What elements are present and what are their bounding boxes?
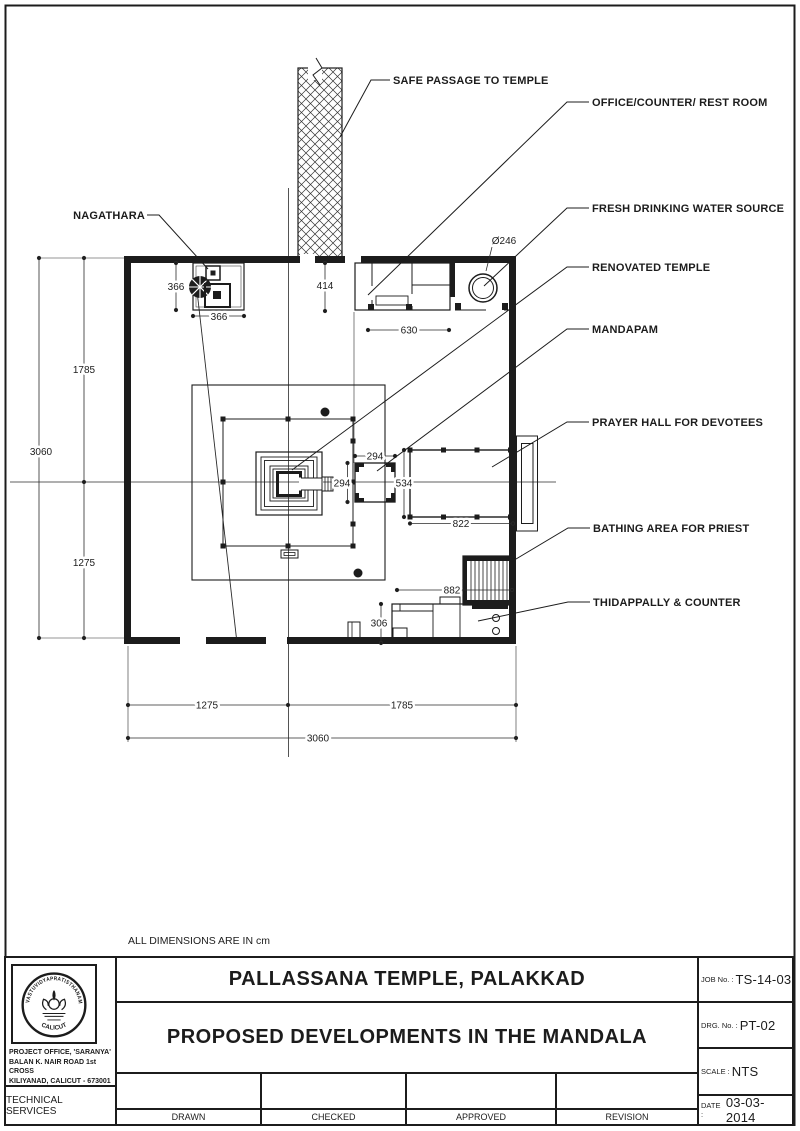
dim-1785-left: 1785 [72, 365, 96, 376]
date-value: 03-03-2014 [725, 1095, 765, 1125]
mandapam-corner-posts [355, 463, 395, 502]
org-address [9, 1048, 113, 1086]
drawing-title: PROPOSED DEVELOPMENTS IN THE MANDALA [117, 1003, 697, 1074]
department-cell [6, 1085, 115, 1124]
scale-value: NTS [731, 1064, 759, 1079]
dim-366-horizontal: 366 [210, 312, 228, 323]
dim-3060-left: 3060 [29, 447, 53, 458]
dimensions-note: ALL DIMENSIONS ARE IN cm [128, 935, 270, 947]
callout-bathing: BATHING AREA FOR PRIEST [593, 523, 750, 535]
scale-cell [697, 1049, 792, 1096]
office-block [355, 263, 450, 310]
callout-mandapam: MANDAPAM [592, 324, 659, 336]
nagathara-enclosure [189, 263, 244, 310]
title-block-center-column [117, 958, 699, 1124]
deepastambham-dot [354, 569, 363, 578]
stairs-icon [463, 556, 510, 605]
dim-414: 414 [316, 281, 334, 292]
safe-passage-hatch [298, 58, 342, 258]
job-number-value: TS-14-03 [735, 972, 792, 987]
callout-leaders [147, 80, 590, 621]
drawing-number-label: DRG. No. : [701, 1020, 738, 1030]
org-logo [11, 964, 97, 1044]
temple-kalasham-icon [43, 991, 66, 1021]
callout-office: OFFICE/COUNTER/ REST ROOM [592, 97, 768, 109]
dim-630: 630 [400, 325, 418, 337]
signature-cell-checked [262, 1074, 407, 1108]
callout-water: FRESH DRINKING WATER SOURCE [592, 203, 785, 215]
dim-1275-left: 1275 [72, 558, 96, 569]
callout-thidappally: THIDAPPALLY & COUNTER [593, 597, 741, 609]
org-address-line: KILIYANAD, CALICUT - 673001 [9, 1077, 111, 1085]
label-checked: CHECKED [262, 1110, 407, 1124]
prayer-hall-posts [408, 448, 514, 520]
dim-534: 534 [395, 478, 413, 490]
date-cell [697, 1096, 792, 1124]
title-block-left-column [6, 958, 117, 1124]
signature-cell-approved [407, 1074, 557, 1108]
org-city-text: CALICUT [40, 1021, 68, 1032]
dim-3060-bottom: 3060 [306, 733, 330, 745]
dim-306: 306 [370, 618, 388, 630]
label-approved: APPROVED [407, 1110, 557, 1124]
org-address-line: BALAN K. NAIR ROAD 1st CROSS [9, 1058, 97, 1075]
prayer-hall-structure [408, 436, 538, 531]
passage-route-line [196, 282, 237, 643]
drawing-number-value: PT-02 [739, 1017, 776, 1033]
org-name-arc-text: VASTUVIDYAPRATISTHANAM [25, 976, 83, 1005]
mandapam-structure [355, 463, 395, 502]
dim-dia-246: Ø246 [491, 236, 517, 247]
signature-cell-drawn [117, 1074, 262, 1108]
dim-294-top: 294 [366, 451, 384, 463]
dim-1275-bottom: 1275 [195, 700, 219, 712]
project-title: PALLASSANA TEMPLE, PALAKKAD [117, 958, 697, 1003]
job-number-cell [697, 958, 792, 1003]
title-block [4, 956, 794, 1126]
label-drawn: DRAWN [117, 1110, 262, 1124]
job-number-label: JOB No. : [701, 975, 734, 984]
drawing-number-cell [697, 1003, 792, 1049]
callout-safe-passage: SAFE PASSAGE TO TEMPLE [393, 75, 549, 87]
dim-822: 822 [452, 519, 470, 530]
callout-nagathara: NAGATHARA [73, 210, 145, 222]
stove-icon [493, 628, 500, 635]
department-label: TECHNICAL SERVICES [6, 1094, 63, 1117]
scale-label: SCALE : [701, 1067, 730, 1076]
deepastambham-dot [321, 408, 330, 417]
water-source-room [450, 263, 509, 310]
org-address-line: PROJECT OFFICE, 'SARANYA' [9, 1049, 111, 1056]
callout-renovated-temple: RENOVATED TEMPLE [592, 262, 711, 274]
signature-row [117, 1074, 697, 1110]
svg-text:CALICUT [40, 1021, 68, 1031]
callout-prayer-hall: PRAYER HALL FOR DEVOTEES [592, 417, 764, 429]
sopanam-steps-icon [322, 477, 333, 491]
label-revision: REVISION [605, 1112, 649, 1122]
dim-366-vertical: 366 [167, 282, 185, 293]
dim-1785-bottom: 1785 [390, 700, 414, 712]
title-block-right-column [697, 958, 792, 1124]
signature-cell-revision [557, 1074, 697, 1108]
signature-labels-row [117, 1110, 697, 1124]
dim-882: 882 [443, 585, 461, 597]
temple-shrine [256, 452, 333, 515]
dim-294-left: 294 [333, 478, 351, 490]
south-platform [281, 550, 298, 558]
date-label: DATE : [701, 1101, 721, 1119]
